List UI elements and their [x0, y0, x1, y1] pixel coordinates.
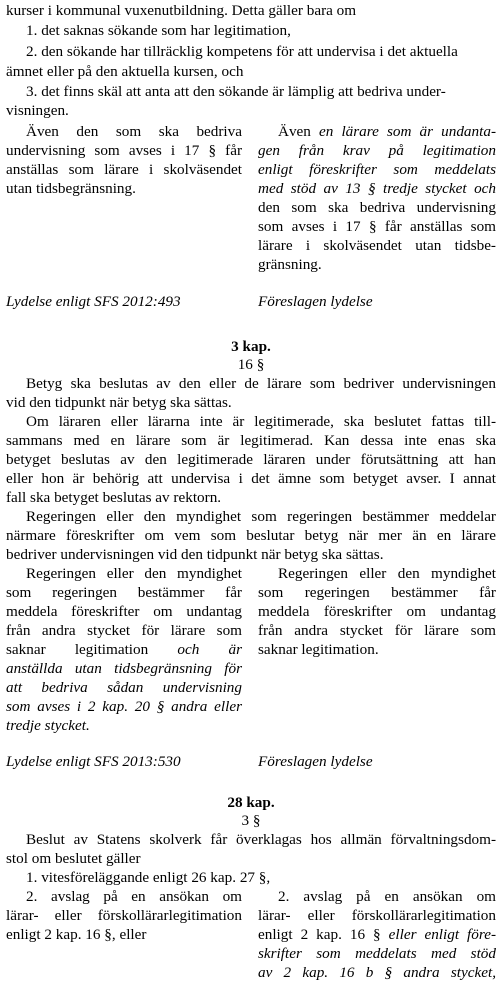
text-line: undervisning som avses i 17 § får: [6, 142, 242, 159]
proposed-wording-heading: Föreslagen lydelse: [258, 753, 373, 770]
text-line: från andra stycket för lärare som: [258, 622, 496, 639]
text-line: betyget beslutas av den legitimerade läraren under förutsättning att han: [6, 451, 496, 468]
paragraph-number: 3 §: [241, 812, 261, 829]
list-item: 1. vitesföreläggande enligt 26 kap. 27 §,: [26, 869, 271, 886]
text-line: som regeringen bestämmer får: [258, 584, 496, 601]
text-line: [258, 122, 496, 141]
paragraph-number: 16 §: [237, 356, 265, 373]
text-line: Om läraren eller lärarna inte är legitimerade, ska beslutet fattas till-: [26, 413, 496, 430]
removed-text: och är: [177, 641, 243, 658]
current-wording-heading: Lydelse enligt SFS 2012:493: [6, 293, 181, 310]
text-line: bedriver undervisningen vid den tidpunkt när betyg ska sättas.: [6, 546, 384, 563]
text-line: lärar- eller förskollärarlegitimation: [258, 907, 496, 924]
amended-text: skrifter som meddelats med stöd: [258, 945, 496, 962]
text-plain: enligt 2 kap. 16 §: [258, 926, 381, 943]
text-plain: saknar legitimation: [6, 641, 149, 658]
removed-text: som avses i 2 kap. 20 § andra eller: [6, 698, 242, 715]
text-plain: Även: [278, 123, 311, 140]
amended-text: med stöd av 13 § tredje stycket och: [258, 180, 496, 197]
list-item-continuation: visningen.: [6, 102, 69, 119]
amended-text: enligt föreskrifter som meddelats: [258, 161, 496, 178]
text-line: fall ska betyget beslutas av rektorn.: [6, 489, 222, 506]
chapter-heading: 3 kap.: [231, 338, 271, 355]
current-wording-column: [6, 122, 242, 198]
text-line: Beslut av Statens skolverk får överklagas hos allmän förvaltningsdom-: [26, 831, 496, 848]
chapter-heading: 28 kap.: [227, 794, 275, 811]
proposed-wording-column: [258, 122, 496, 274]
text-line: sammans med en lärare som är legitimerad. Kan dessa inte enas ska: [6, 432, 496, 449]
text-line: lärar- eller förskollärarlegitimation: [6, 907, 242, 924]
amended-text: av 2 kap. 16 b § andra stycket,: [258, 964, 496, 981]
intro-line: kurser i kommunal vuxenutbildning. Detta gäller bara om: [6, 2, 357, 19]
text-line: [258, 925, 496, 944]
text-line: stol om beslutet gäller: [6, 850, 141, 867]
text-line: Regeringen eller den myndighet: [26, 565, 242, 582]
text-line: från andra stycket för lärare som: [6, 622, 242, 639]
text-line: lärare i skolväsendet utan tidsbe-: [258, 237, 496, 254]
proposed-wording-column: [258, 564, 496, 659]
text-line: enligt 2 kap. 16 §, eller: [6, 926, 147, 943]
text-line: saknar legitimation.: [258, 641, 379, 658]
text-line: som regeringen bestämmer får: [6, 584, 242, 601]
text-line: meddela föreskrifter om undantag: [6, 603, 242, 620]
list-item-continuation: ämnet eller på den aktuella kursen, och: [6, 63, 244, 80]
removed-text: att bedriva sådan undervisning: [6, 679, 242, 696]
current-wording-heading: Lydelse enligt SFS 2013:530: [6, 753, 181, 770]
removed-text: tredje stycket.: [6, 717, 90, 734]
text-line: som avses i 17 § får anställas som: [258, 218, 496, 235]
list-item: 3. det finns skäl att anta att den sökande är lämplig att bedriva under-: [26, 83, 446, 100]
text-line: anställas som lärare i skolväsendet: [6, 161, 242, 178]
text-line: eller hon är behörig att undervisa i det ämne som betyget avser. I annat: [6, 470, 496, 487]
section-paragraph: [6, 374, 496, 564]
text-line: vid den tidpunkt när betyg ska sättas.: [6, 394, 232, 411]
removed-text: anställda utan tidsbegränsning för: [6, 660, 242, 677]
text-line: meddela föreskrifter om undantag: [258, 603, 496, 620]
text-line: Även den som ska bedriva: [26, 123, 242, 140]
list-item: 2. den sökande har tillräcklig kompetens för att undervisa i det aktuella: [26, 43, 458, 60]
text-line: Regeringen eller den myndighet som regeringen bestämmer meddelar: [26, 508, 496, 525]
text-line: Regeringen eller den myndighet: [278, 565, 496, 582]
text-line: den som ska bedriva undervisning: [258, 199, 496, 216]
text-line: utan tidsbegränsning.: [6, 180, 136, 197]
list-item: 2. avslag på en ansökan om: [278, 888, 496, 905]
proposed-wording-heading: Föreslagen lydelse: [258, 293, 373, 310]
current-wording-column: [6, 564, 242, 735]
text-line: [6, 640, 242, 659]
list-item: 1. det saknas sökande som har legitimation,: [26, 22, 291, 39]
text-line: gränsning.: [258, 256, 322, 273]
text-line: närmare föreskrifter om vem som beslutar betyg när mer än en lärare: [6, 527, 496, 544]
section-paragraph: [6, 830, 496, 887]
list-item: 2. avslag på en ansökan om: [26, 888, 242, 905]
amended-text: eller enligt före-: [388, 926, 497, 943]
amended-text: gen från krav på legitimation: [258, 142, 496, 159]
text-line: Betyg ska beslutas av den eller de lärare som bedriver undervisningen: [26, 375, 496, 392]
amended-text: en lärare som är undanta-: [319, 123, 496, 140]
proposed-wording-column: [258, 887, 496, 982]
current-wording-column: [6, 887, 242, 944]
